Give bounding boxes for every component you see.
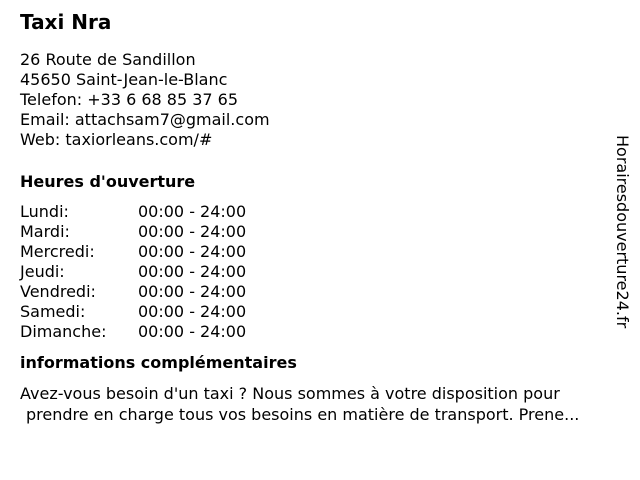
hours-row-monday	[20, 202, 610, 222]
day-label: Jeudi:	[20, 262, 65, 281]
description-line-1: Avez-vous besoin d'un taxi ? Nous sommes à votre disposition pour	[20, 384, 560, 403]
contact-block	[20, 50, 610, 150]
hours-row-wednesday	[20, 242, 610, 262]
time-range: 00:00 - 24:00	[138, 322, 247, 341]
day-label: Mercredi:	[20, 242, 95, 261]
phone-number: Telefon: +33 6 68 85 37 65	[20, 90, 239, 109]
time-range: 00:00 - 24:00	[138, 222, 247, 241]
hours-row-thursday	[20, 262, 610, 282]
address-street: 26 Route de Sandillon	[20, 50, 196, 69]
additional-info-heading: informations complémentaires	[20, 353, 297, 372]
time-range: 00:00 - 24:00	[138, 242, 247, 261]
business-name: Taxi Nra	[20, 10, 112, 34]
day-label: Mardi:	[20, 222, 70, 241]
time-range: 00:00 - 24:00	[138, 302, 247, 321]
time-range: 00:00 - 24:00	[138, 202, 247, 221]
site-watermark-label: Horairesdouverture24.fr	[613, 135, 632, 329]
opening-hours-table	[20, 202, 610, 342]
description-text	[20, 383, 610, 425]
hours-row-tuesday	[20, 222, 610, 242]
time-range: 00:00 - 24:00	[138, 262, 247, 281]
opening-hours-heading: Heures d'ouverture	[20, 172, 196, 191]
address-city: 45650 Saint-Jean-le-Blanc	[20, 70, 228, 89]
day-label: Lundi:	[20, 202, 69, 221]
hours-row-saturday	[20, 302, 610, 322]
time-range: 00:00 - 24:00	[138, 282, 247, 301]
day-label: Vendredi:	[20, 282, 96, 301]
business-card	[20, 8, 610, 425]
day-label: Dimanche:	[20, 322, 107, 341]
email-address: Email: attachsam7@gmail.com	[20, 110, 270, 129]
day-label: Samedi:	[20, 302, 86, 321]
hours-row-friday	[20, 282, 610, 302]
hours-row-sunday	[20, 322, 610, 342]
description-line-2: prendre en charge tous vos besoins en matière de transport. Prene...	[26, 405, 580, 424]
website-url: Web: taxiorleans.com/#	[20, 130, 213, 149]
